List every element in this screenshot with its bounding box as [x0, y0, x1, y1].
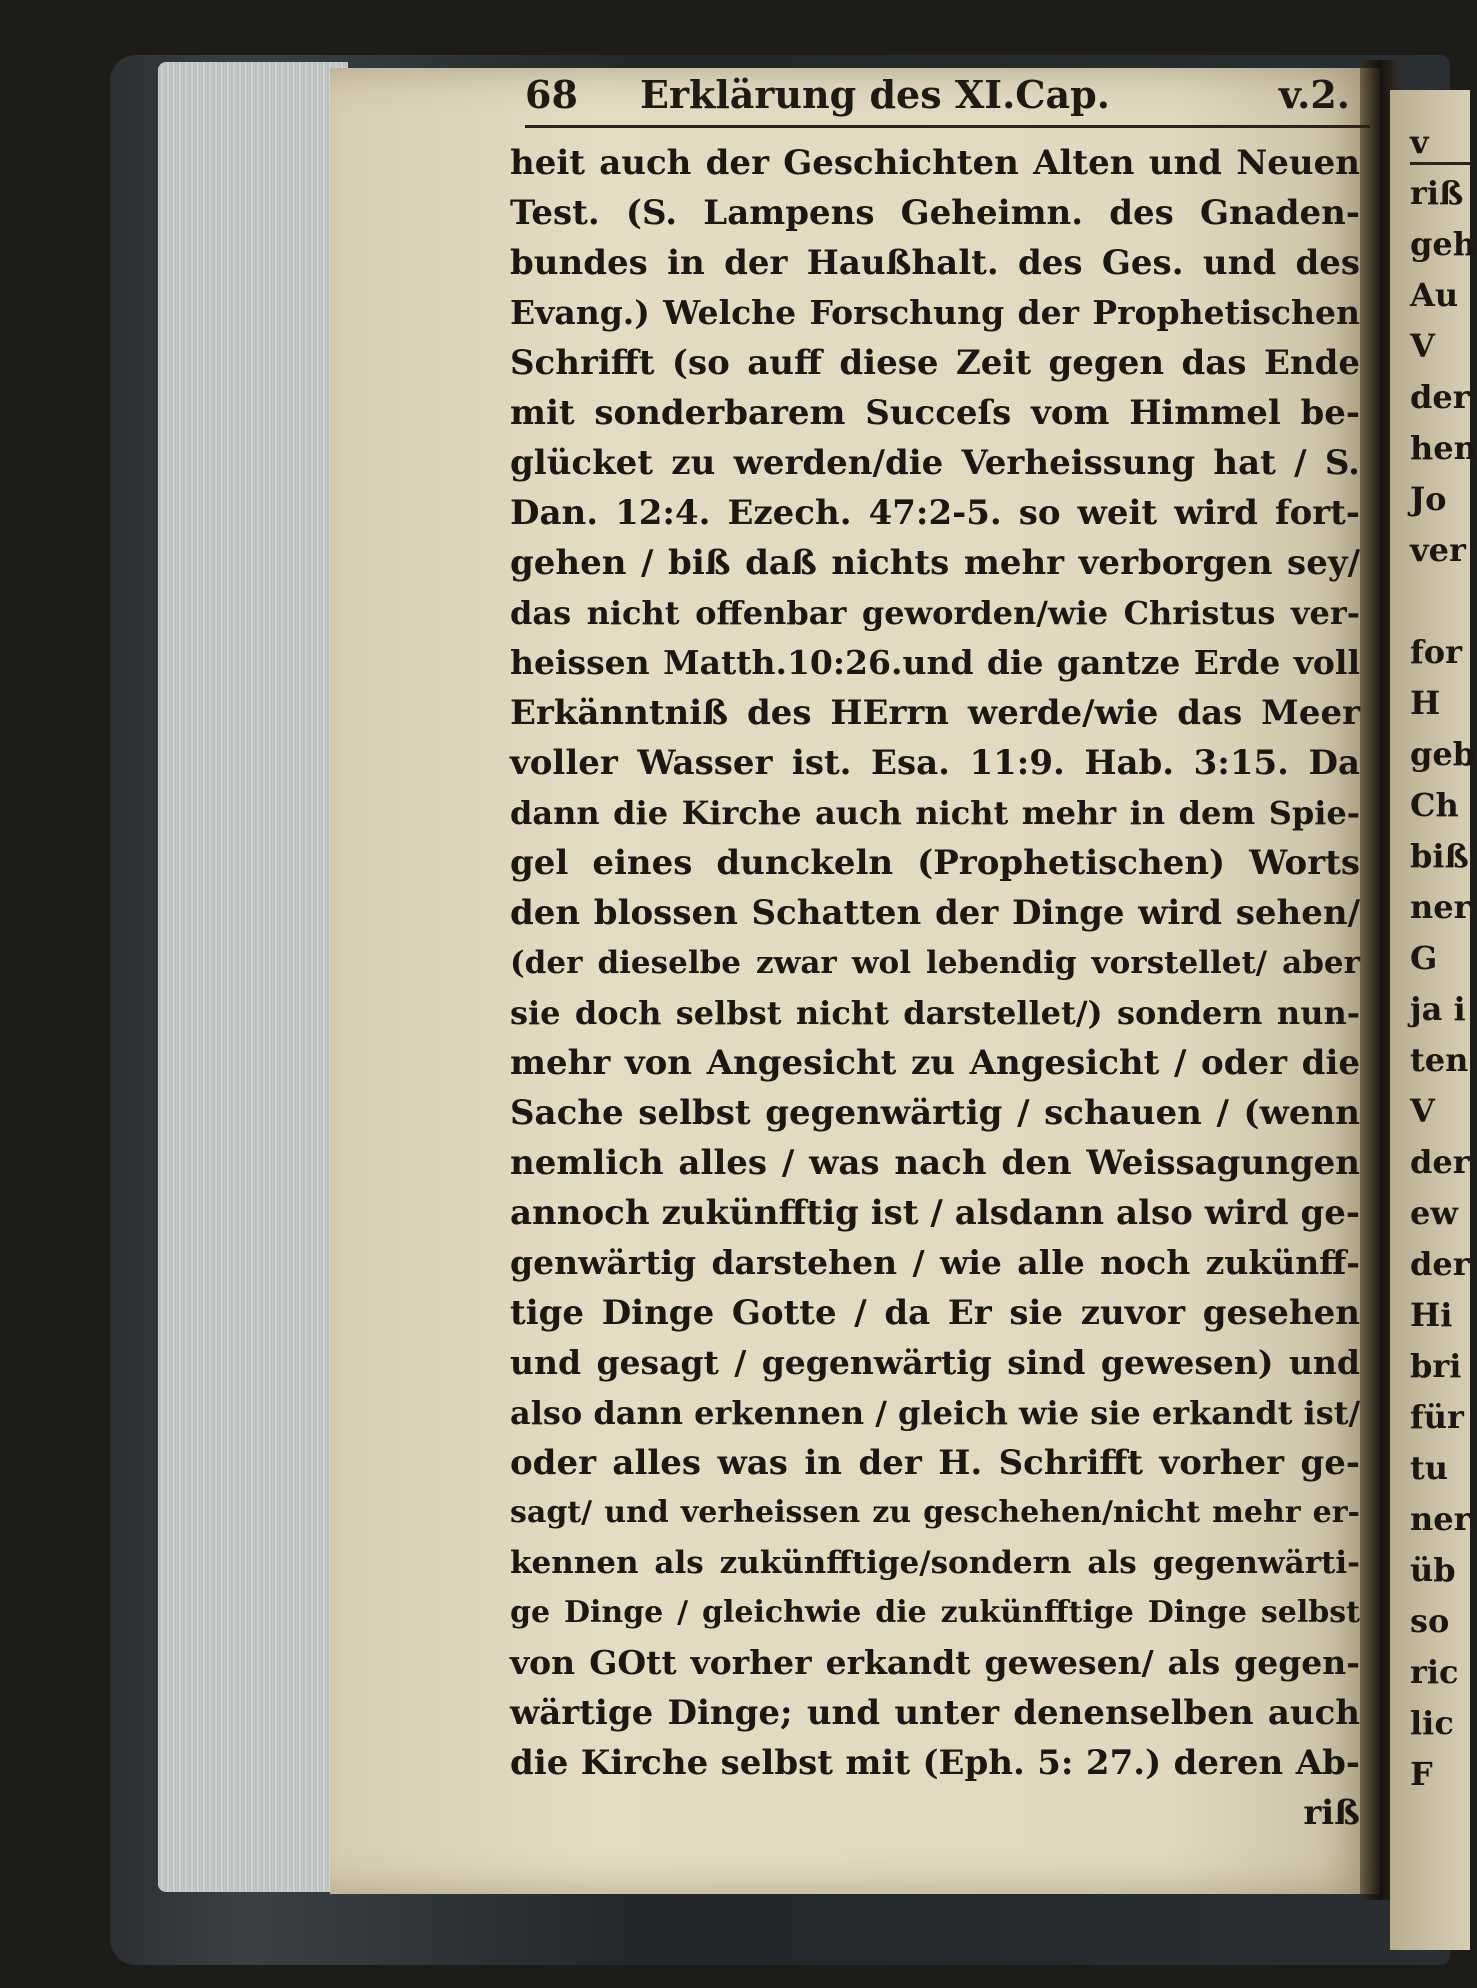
- text-line: gel eines dunckeln (Prophetischen) Worts: [510, 843, 1360, 883]
- right-page-fragment: biß: [1410, 837, 1469, 875]
- right-page-fragment: F: [1410, 1755, 1433, 1793]
- right-page-fragment: ner: [1410, 1500, 1471, 1538]
- right-page-fragment: for: [1410, 633, 1462, 671]
- text-line: sagt/ und verheissen zu geschehen/nicht mehr er-: [510, 1495, 1360, 1530]
- text-line: heit auch der Geschichten Alten und Neuen: [510, 143, 1360, 183]
- right-page-fragment: ver: [1410, 531, 1466, 569]
- text-line: und gesagt / gegenwärtig sind gewesen) und: [510, 1343, 1360, 1382]
- text-line: voller Wasser ist. Esa. 11:9. Hab. 3:15. Da: [510, 743, 1360, 783]
- right-page-fragment: geb: [1410, 735, 1476, 773]
- running-head: Erklärung des XI.Cap.: [640, 72, 1110, 117]
- text-line: nemlich alles / was nach den Weissagungen: [510, 1143, 1360, 1183]
- right-page-fragment: ja i: [1410, 990, 1466, 1028]
- text-line: mehr von Angesicht zu Angesicht / oder die: [510, 1043, 1360, 1083]
- right-page-fragment: V: [1410, 1092, 1435, 1130]
- right-page-fragment: v: [1410, 123, 1429, 161]
- text-line: ge Dinge / gleichwie die zukünfftige Dinge selbst: [510, 1595, 1360, 1630]
- text-line: glücket zu werden/die Verheissung hat / S.: [510, 443, 1360, 483]
- body-text: [510, 138, 1360, 1838]
- right-page-fragment: der: [1410, 1245, 1470, 1283]
- text-line: sie doch selbst nicht darstellet/) sondern nun-: [510, 994, 1360, 1032]
- right-page-fragment: so: [1410, 1602, 1450, 1640]
- right-page-fragment: ner: [1410, 888, 1471, 926]
- text-line: von GOtt vorher erkandt gewesen/ als gegen-: [510, 1643, 1360, 1682]
- verse-reference: v.2.: [1278, 72, 1350, 117]
- right-page-fragment: der: [1410, 1143, 1470, 1181]
- right-page-fragment: riß: [1410, 174, 1464, 212]
- page-header: [525, 72, 1370, 122]
- right-page-fragment: ric: [1410, 1653, 1459, 1691]
- page-edges: [158, 62, 348, 1892]
- right-page-fragments: [1410, 120, 1477, 1960]
- header-rule: [525, 125, 1370, 128]
- text-line: Test. (S. Lampens Geheimn. des Gnaden-: [510, 193, 1360, 233]
- right-page-fragment: Ch: [1410, 786, 1459, 824]
- text-line: oder alles was in der H. Schrifft vorher ge-: [510, 1443, 1360, 1483]
- text-line: also dann erkennen / gleich wie sie erkandt ist/: [510, 1394, 1361, 1432]
- text-line: annoch zukünfftig ist / alsdann also wird ge-: [510, 1193, 1360, 1233]
- catchword: riß: [1303, 1793, 1360, 1833]
- right-page-fragment: tu: [1410, 1449, 1449, 1487]
- text-line: Dan. 12:4. Ezech. 47:2-5. so weit wird fort-: [510, 493, 1360, 533]
- right-page-fragment: bri: [1410, 1347, 1462, 1385]
- right-page-fragment: V: [1410, 327, 1435, 365]
- right-page-fragment: üb: [1410, 1551, 1456, 1589]
- page-number: 68: [525, 72, 578, 117]
- text-line: Schrifft (so auff diese Zeit gegen das Ende: [510, 343, 1360, 383]
- text-line: die Kirche selbst mit (Eph. 5: 27.) deren Ab-: [510, 1743, 1360, 1783]
- text-line: Evang.) Welche Forschung der Prophetischen: [510, 293, 1360, 332]
- text-line: kennen als zukünfftige/sondern als gegenwärti-: [510, 1545, 1360, 1581]
- right-page-fragment: G: [1410, 939, 1438, 977]
- text-line: genwärtig darstehen / wie alle noch zukünff-: [510, 1243, 1360, 1282]
- text-line: bundes in der Haußhalt. des Ges. und des: [510, 243, 1360, 283]
- right-page-fragment: Jo: [1410, 480, 1447, 518]
- right-page-fragment: hen: [1410, 429, 1477, 467]
- text-line: heissen Matth.10:26.und die gantze Erde voll: [510, 643, 1360, 682]
- right-page-fragment: Au: [1410, 276, 1459, 314]
- text-line: gehen / biß daß nichts mehr verborgen sey/: [510, 543, 1360, 583]
- text-line: wärtige Dinge; und unter denenselben auch: [510, 1693, 1360, 1733]
- right-page-fragment: ten: [1410, 1041, 1469, 1079]
- right-page-fragment: ew: [1410, 1194, 1458, 1232]
- text-line: das nicht offenbar geworden/wie Christus ver-: [510, 594, 1360, 632]
- right-page-fragment: für: [1410, 1398, 1464, 1436]
- text-line: Sache selbst gegenwärtig / schauen / (wenn: [510, 1093, 1360, 1133]
- text-line: dann die Kirche auch nicht mehr in dem Spie-: [510, 794, 1360, 832]
- text-line: mit sonderbarem Succeſs vom Himmel be-: [510, 393, 1360, 433]
- text-line: den blossen Schatten der Dinge wird sehen/: [510, 893, 1360, 933]
- text-line: Erkänntniß des HErrn werde/wie das Meer: [510, 693, 1360, 733]
- right-page-fragment: Hi: [1410, 1296, 1453, 1334]
- right-page-fragment: der: [1410, 378, 1470, 416]
- right-page-fragment: H: [1410, 684, 1441, 722]
- text-line: tige Dinge Gotte / da Er sie zuvor gesehen: [510, 1293, 1360, 1333]
- text-line: (der dieselbe zwar wol lebendig vorstellet/ aber: [510, 945, 1360, 981]
- right-page-fragment: lic: [1410, 1704, 1454, 1742]
- right-page-fragment: geh: [1410, 225, 1476, 263]
